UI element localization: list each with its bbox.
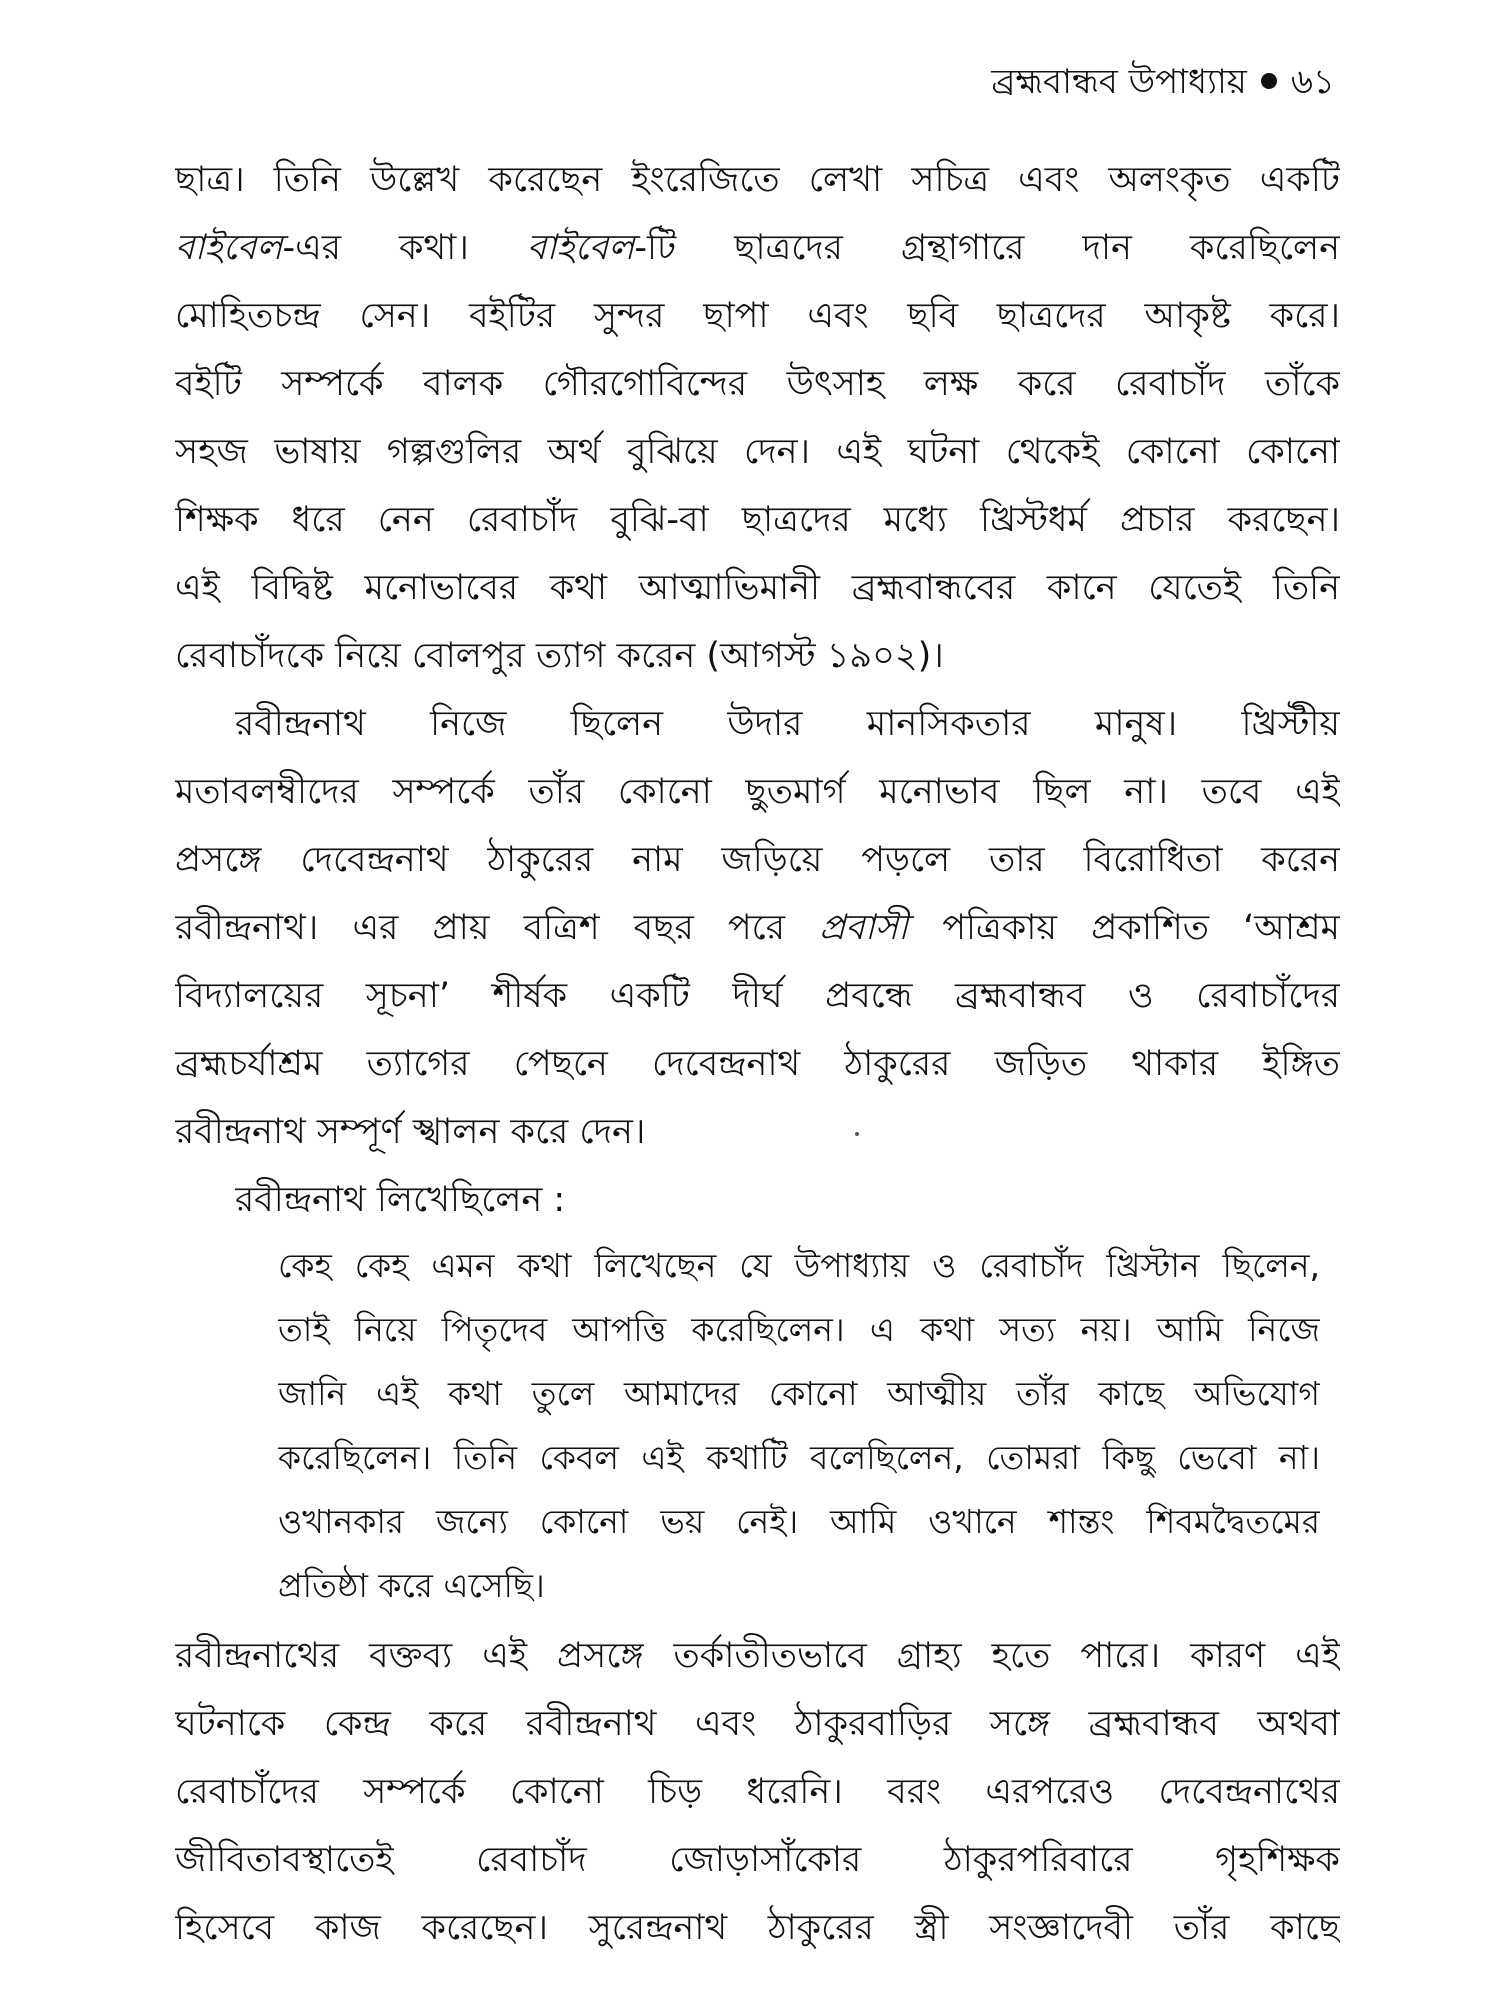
paragraph-3-line-3: রেবাচাঁদের সম্পর্কে কোনো চিড় ধরেনি। বরং এরপরেও দেবেন্দ্রনাথের (175, 1772, 1340, 1812)
paragraph-2-line-7: রবীন্দ্রনাথ সম্পূর্ণ স্খালন করে দেন। (175, 1112, 646, 1152)
paragraph-3-line-1: রবীন্দ্রনাথের বক্তব্য এই প্রসঙ্গে তর্কাতীতভাবে গ্রাহ্য হতে পারে। কারণ এই (175, 1636, 1340, 1676)
paragraph-2-line-4 (175, 894, 1340, 962)
quote-intro: রবীন্দ্রনাথ লিখেছিলেন : (235, 1180, 566, 1220)
ink-speck (855, 1132, 859, 1136)
paragraph-2-line-1: রবীন্দ্রনাথ নিজে ছিলেন উদার মানসিকতার মানুষ। খ্রিস্টীয় (235, 704, 1340, 744)
block-quote-line-4: করেছিলেন। তিনি কেবল এই কথাটি বলেছিলেন, তোমরা কিছু ভেবো না। (278, 1438, 1320, 1477)
paragraph-1-line-5: সহজ ভাষায় গল্পগুলির অর্থ বুঝিয়ে দেন। এই ঘটনা থেকেই কোনো কোনো (175, 432, 1340, 472)
paragraph-2-line-5: বিদ্যালয়ের সূচনা’ শীর্ষক একটি দীর্ঘ প্রবন্ধে ব্রহ্মবান্ধব ও রেবাচাঁদের (175, 976, 1340, 1016)
paragraph-1-line-6: শিক্ষক ধরে নেন রেবাচাঁদ বুঝি-বা ছাত্রদের মধ্যে খ্রিস্টধর্ম প্রচার করছেন। (175, 500, 1340, 540)
italic-title-bible: বাইবেল (175, 228, 283, 268)
block-quote-line-1: কেহ কেহ এমন কথা লিখেছেন যে উপাধ্যায় ও রেবাচাঁদ খ্রিস্টান ছিলেন, (278, 1246, 1320, 1285)
page-number: ৬১ (1290, 62, 1335, 102)
text-run: রবীন্দ্রনাথ। এর প্রায় বত্রিশ বছর পরে (175, 908, 820, 948)
block-quote-line-6: প্রতিষ্ঠা করে এসেছি। (278, 1566, 545, 1605)
paragraph-2-line-3: প্রসঙ্গে দেবেন্দ্রনাথ ঠাকুরের নাম জড়িয়ে পড়লে তার বিরোধিতা করেন (175, 840, 1340, 880)
paragraph-1-line-2 (175, 214, 1340, 282)
paragraph-1-line-4: বইটি সম্পর্কে বালক গৌরগোবিন্দের উৎসাহ লক্ষ করে রেবাচাঁদ তাঁকে (175, 364, 1340, 404)
paragraph-2-line-2: মতাবলম্বীদের সম্পর্কে তাঁর কোনো ছুতমার্গ মনোভাব ছিল না। তবে এই (175, 772, 1340, 812)
running-header-title: ব্রহ্মবান্ধব উপাধ্যায় (991, 62, 1247, 102)
block-quote-line-2: তাই নিয়ে পিতৃদেব আপত্তি করেছিলেন। এ কথা সত্য নয়। আমি নিজে (278, 1310, 1320, 1349)
paragraph-3-line-5: হিসেবে কাজ করেছেন। সুরেন্দ্রনাথ ঠাকুরের স্ত্রী সংজ্ঞাদেবী তাঁর কাছে (175, 1908, 1340, 1948)
text-run: পত্রিকায় প্রকাশিত ‘আশ্রম (908, 908, 1340, 948)
block-quote-line-3: জানি এই কথা তুলে আমাদের কোনো আত্মীয় তাঁর কাছে অভিযোগ (278, 1374, 1320, 1413)
running-header (175, 52, 1335, 112)
text-run: -টি ছাত্রদের গ্রন্থাগারে দান করেছিলেন (634, 228, 1340, 268)
paragraph-1-line-8: রেবাচাঁদকে নিয়ে বোলপুর ত্যাগ করেন (আগস্ট ১৯০২)। (175, 636, 944, 676)
italic-title-bible: বাইবেল (526, 228, 635, 268)
paragraph-1-line-3: মোহিতচন্দ্র সেন। বইটির সুন্দর ছাপা এবং ছবি ছাত্রদের আকৃষ্ট করে। (175, 296, 1340, 336)
text-run: -এর কথা। (282, 228, 527, 268)
paragraph-3-line-4: জীবিতাবস্থাতেই রেবাচাঁদ জোড়াসাঁকোর ঠাকুরপরিবারে গৃহশিক্ষক (175, 1840, 1340, 1880)
italic-title-probashi: প্রবাসী (819, 908, 909, 948)
block-quote-line-5: ওখানকার জন্যে কোনো ভয় নেই। আমি ওখানে শান্তং শিবমদ্বৈতমের (278, 1502, 1320, 1541)
paragraph-2-line-6: ব্রহ্মচর্যাশ্রম ত্যাগের পেছনে দেবেন্দ্রনাথ ঠাকুরের জড়িত থাকার ইঙ্গিত (175, 1044, 1340, 1084)
paragraph-3-line-2: ঘটনাকে কেন্দ্র করে রবীন্দ্রনাথ এবং ঠাকুরবাড়ির সঙ্গে ব্রহ্মবান্ধব অথবা (175, 1704, 1340, 1744)
paragraph-1-line-7: এই বিদ্বিষ্ট মনোভাবের কথা আত্মাভিমানী ব্রহ্মবান্ধবের কানে যেতেই তিনি (175, 568, 1340, 608)
bullet-dot-icon (1261, 73, 1277, 89)
paragraph-1-line-1: ছাত্র। তিনি উল্লেখ করেছেন ইংরেজিতে লেখা সচিত্র এবং অলংকৃত একটি (175, 160, 1340, 200)
